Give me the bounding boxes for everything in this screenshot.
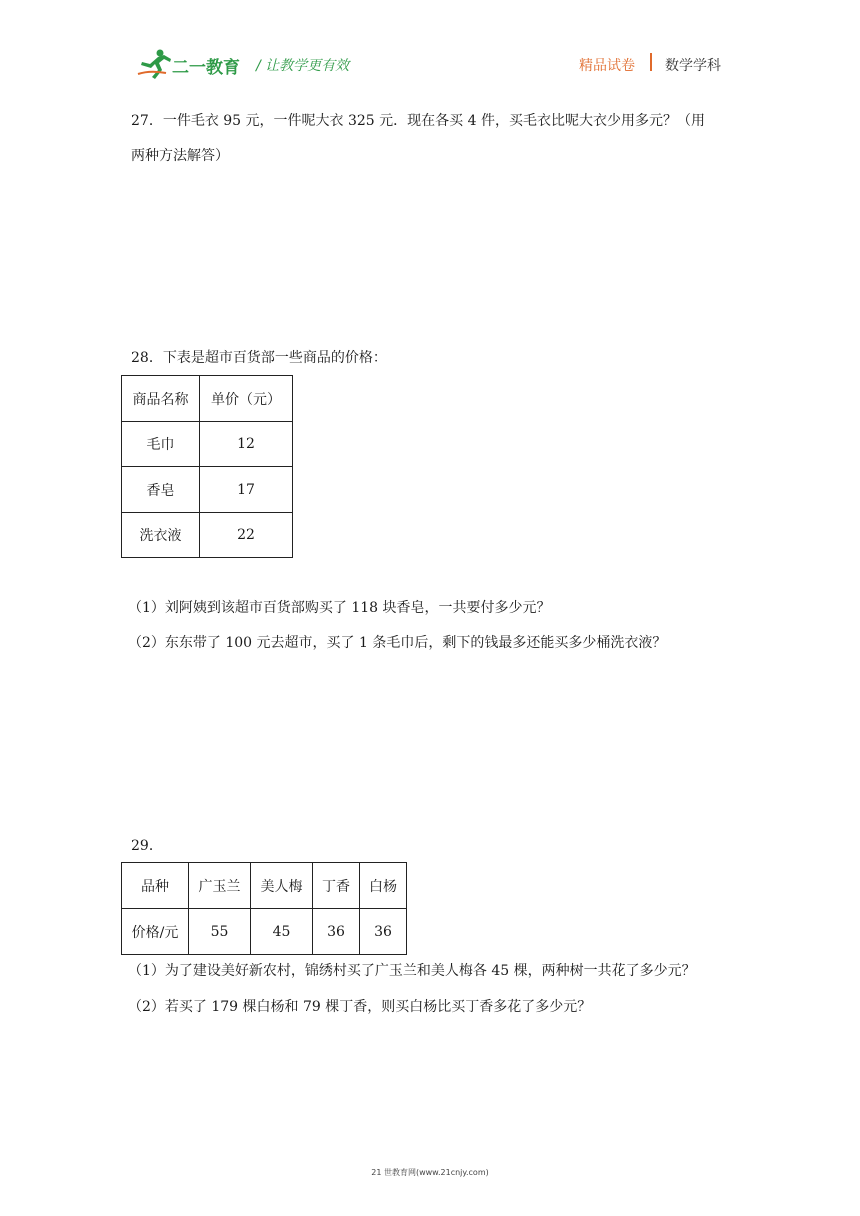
table-row [122,422,293,467]
q28-sub2: （2）东东带了 100 元去超市，买了 1 条毛巾后，剩下的钱最多还能买多少桶洗衣液？ [128,635,667,651]
slogan: / 让教学更有效 [256,58,350,74]
table-row [122,513,293,558]
q29-sub2: （2）若买了 179 棵白杨和 79 棵丁香，则买白杨比买丁香多花了多少元？ [128,999,592,1015]
table-header-cell: 单价（元） [200,376,293,422]
q29-intro: 29． [131,838,163,854]
tag-subject: 数学学科 [665,58,721,74]
table-cell: 香皂 [122,467,200,513]
table-header-cell: 商品名称 [122,376,200,422]
q27-line2: 两种方法解答） [131,148,229,164]
header-divider [650,53,652,71]
q28-intro: 28．下表是超市百货部一些商品的价格： [131,350,387,366]
table-header-cell: 美人梅 [251,863,313,909]
table-cell: 12 [200,422,293,467]
table-header-cell: 品种 [122,863,189,909]
table-header-row [122,863,407,909]
table-cell: 洗衣液 [122,513,200,558]
tag-premium-paper: 精品试卷 [579,58,635,74]
table-header-row [122,376,293,422]
q27-line1: 27．一件毛衣 95 元，一件呢大衣 325 元．现在各买 4 件，买毛衣比呢大衣少用多元？（用 [131,113,705,129]
table-header-cell: 丁香 [313,863,360,909]
table-cell: 45 [251,909,313,955]
table-header-cell: 广玉兰 [189,863,251,909]
table-cell: 价格/元 [122,909,189,955]
q28-price-table [121,375,293,558]
table-cell: 22 [200,513,293,558]
q29-price-table [121,862,407,955]
table-row [122,909,407,955]
q28-sub1: （1）刘阿姨到该超市百货部购买了 118 块香皂，一共要付多少元？ [128,600,551,616]
table-cell: 17 [200,467,293,513]
runner-logo-icon [136,48,174,80]
q29-sub1: （1）为了建设美好新农村，锦绣村买了广玉兰和美人梅各 45 棵，两种树一共花了多少元？ [128,963,696,979]
logo-text: 二一教育 [172,58,240,78]
table-row [122,467,293,513]
table-header-cell: 白杨 [360,863,407,909]
table-cell: 毛巾 [122,422,200,467]
table-cell: 55 [189,909,251,955]
page-footer: 21 世教育网(www.21cnjy.com) [371,1168,489,1177]
table-cell: 36 [313,909,360,955]
table-cell: 36 [360,909,407,955]
page-header [0,0,860,90]
